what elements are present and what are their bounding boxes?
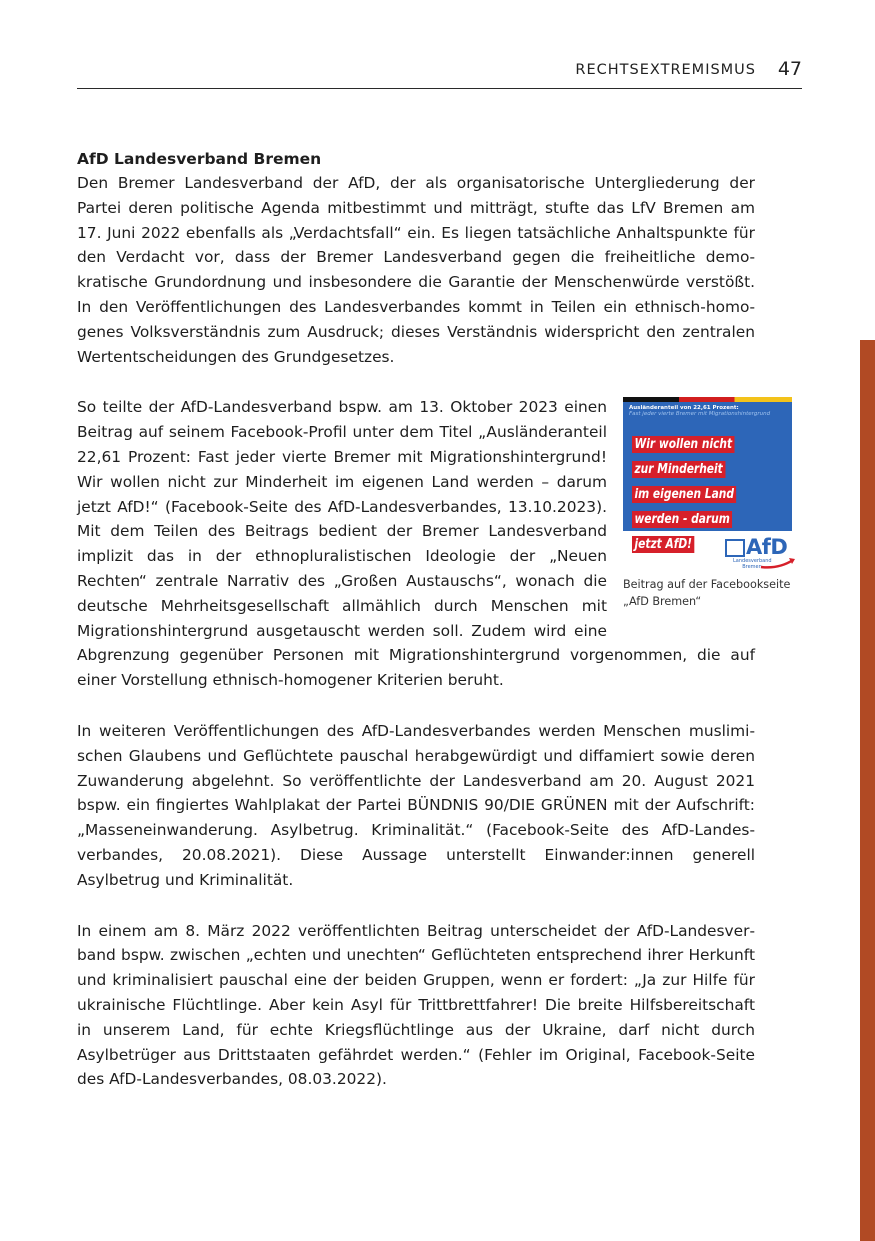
paragraph-3: In weiteren Veröffentlichungen des AfD-Landesverbandes werden Menschen muslimischen Glaubens und Geflüchtete pauschal herabgewürdigt und diffamiert sowie deren Zuwanderung abgelehnt. So veröffentlichte der Landesverband am 20. August 2021 bspw. ein fingiertes Wahlplakat der Partei BÜNDNIS 90/DIE GRÜNEN mit der Aufschrift: „Masseneinwanderung. Asylbetrug. Kriminalität.“ (Facebook-Seite des AfD-Landesverbandes, 20.08.2021). Diese Aussage unterstellt Einwander:innen generell Asylbetrug und Kriminalität.	[77, 721, 755, 889]
paragraph-2: So teilte der AfD-Landesverband bspw. am 13. Oktober 2023 einen Beitrag auf seinem Facebook-Profil unter dem Titel „Ausländeranteil 22,61 Prozent: Fast jeder vierte Bremer mit Migrationshintergrund! Wir wollen nicht zur Minderheit im eigenen Land werden – darum jetzt AfD!“ (Facebook-Seite des AfD-Landesverbandes, 13.10.2023). Mit dem Teilen des Beitrags bedient der Bremer Landesverband implizit das in der ethnopluralistischen Ideologie der „Neuen Rechten“ zentrale Narrativ des „Großen Austauschs“, wonach die deutsche Mehrheitsgesellschaft allmählich durch Menschen mit Migrationshintergrund ausgetauscht werden soll. Zudem wird eine Abgrenzung gegenüber Personen mit Migrationshintergrund vorgenommen, die auf einer Vorstellung ethnisch-homogener Kriterien beruht.	[77, 398, 755, 690]
logo-swoosh-icon	[759, 557, 797, 569]
section-heading: AfD Landesverband Bremen	[77, 150, 322, 168]
slogan-line: werden - darum	[632, 511, 732, 528]
accent-side-bar	[860, 340, 875, 1241]
slogan-line: jetzt AfD!	[632, 536, 695, 553]
paragraph-4: In einem am 8. März 2022 veröffentlichten Beitrag unterscheidet der AfD-Landesverband bspw. zwischen „echten und unechten“ Geflüchteten entsprechend ihrer Herkunft und kriminalisiert pauschal eine der beiden Gruppen, wenn er fordert: „Ja zur Hilfe für ukrainische Flüchtlinge. Aber kein Asyl für Trittbrettfahrer! Die breite Hilfsbereitschaft in unserem Land, für echte Kriegsflüchtlinge aus der Ukraine, darf nicht durch Asylbetrüger aus Drittstaaten gefährdet werden.“ (Fehler im Original, Facebook-Seite des AfD-Landesverbandes, 08.03.2022).	[77, 921, 755, 1089]
flag-stripe	[623, 397, 792, 402]
logo-subtitle: Landesverband Bremen	[733, 558, 772, 570]
main-content	[77, 147, 791, 1118]
running-head: RECHTSEXTREMISMUS	[575, 62, 756, 78]
slogan-line: zur Minderheit	[632, 461, 725, 478]
afd-logo	[623, 533, 792, 573]
logo-box-icon	[725, 539, 745, 557]
figure-caption: Beitrag auf der Facebookseite „AfD Bremen“	[623, 578, 791, 608]
facebook-post-figure	[623, 395, 801, 610]
logo-text: AfD	[746, 535, 788, 560]
post-topline: Ausländeranteil von 22,61 Prozent:	[629, 405, 739, 412]
slogan-line: im eigenen Land	[632, 486, 736, 503]
paragraph-1: Den Bremer Landesverband der AfD, der als organisatorische Untergliederung der Partei deren politische Agenda mitbestimmt und mitträgt, stufte das LfV Bremen am 17. Juni 2022 ebenfalls als „Verdachtsfall“ ein. Es liegen tatsächliche Anhaltspunkte für den Verdacht vor, dass der Bremer Landesverband gegen die freiheitliche demokratische Grundordnung und insbesondere die Garantie der Menschenwürde verstößt. In den Veröffentlichungen des Landesverbandes kommt in Teilen ein ethnisch-homogenes Volksverständnis zum Ausdruck; dieses Verständnis widerspricht den zentralen Wertentscheidungen des Grundgesetzes.	[77, 174, 755, 366]
page-number: 47	[777, 58, 802, 80]
page-header	[77, 58, 802, 89]
facebook-post-image	[623, 397, 792, 552]
post-subline: Fast jeder vierte Bremer mit Migrationshintergrund	[629, 411, 771, 418]
slogan-line: Wir wollen nicht	[632, 436, 735, 453]
